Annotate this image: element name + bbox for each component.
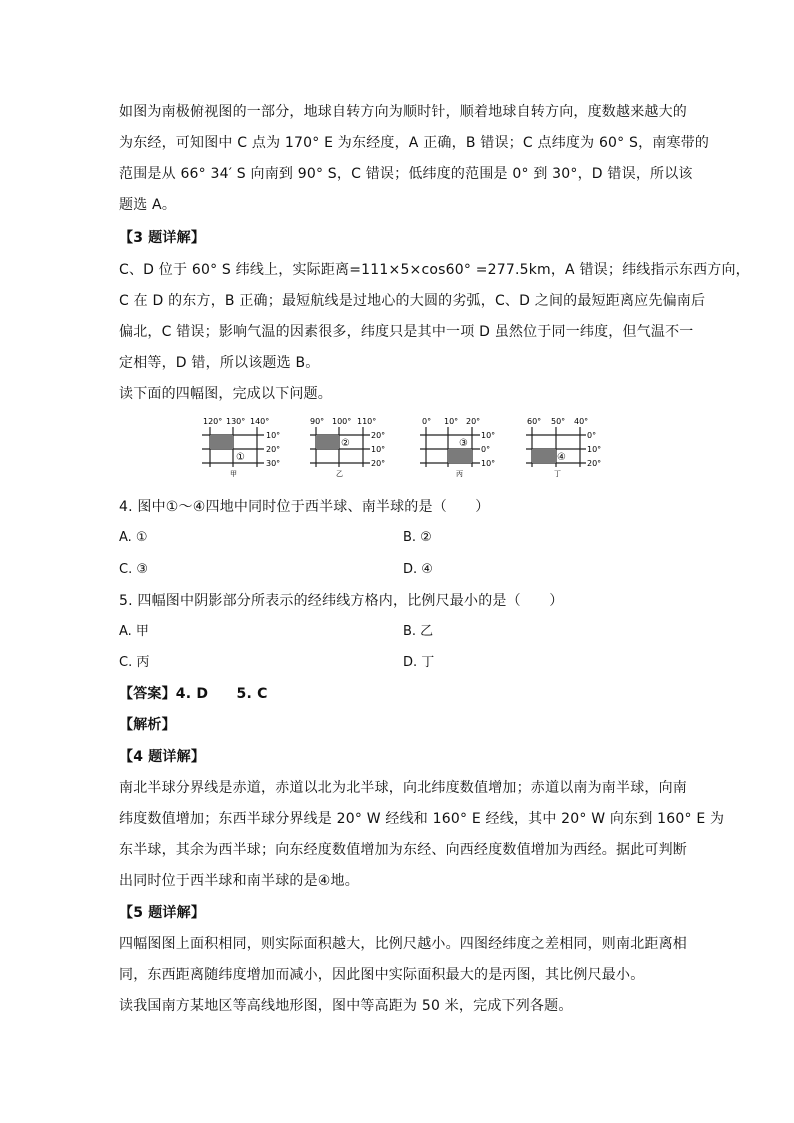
top-label: 120° (203, 417, 223, 426)
top-label: 50° (551, 417, 566, 426)
top-label: 40° (574, 417, 589, 426)
q4-option-d: D. ④ (403, 562, 433, 577)
top-label: 60° (527, 417, 542, 426)
side-label: 20° (371, 431, 386, 440)
shaded-cell (316, 435, 339, 449)
question-intro: 读下面的四幅图，完成以下问题。 (119, 386, 332, 402)
text-line: 定相等，D 错，所以该题选 B。 (119, 355, 320, 371)
side-label: 0° (587, 431, 597, 440)
text-line: 为东经，可知图中 C 点为 170° E 为东经度，A 正确，B 错误；C 点纬度为 60° S，南寒带的 (119, 135, 710, 151)
side-label: 10° (481, 459, 496, 468)
shaded-cell (532, 449, 556, 463)
top-label: 130° (226, 417, 246, 426)
figure-bing (420, 415, 520, 477)
figure-ding (524, 415, 624, 477)
side-label: 20° (587, 459, 602, 468)
top-label: 110° (357, 417, 377, 426)
question-intro: 读我国南方某地区等高线地形图，图中等高距为 50 米，完成下列各题。 (119, 998, 573, 1014)
text-line: 范围是从 66° 34′ S 向南到 90° S，C 错误；低纬度的范围是 0° 到 30°，D 错误，所以该 (119, 166, 693, 182)
text-line: C、D 位于 60° S 纬线上，实际距离=111×5×cos60° =277.5km，A 错误；纬线指示东西方向， (119, 262, 750, 278)
text-line: 纬度数值增加；东西半球分界线是 20° W 经线和 160° E 经线，其中 20° W 向东到 160° E 为 (119, 811, 725, 827)
figure-caption: 乙 (336, 470, 343, 477)
text-line: 东半球，其余为西半球；向东经度数值增加为东经、向西经度数值增加为西经。据此可判断 (119, 842, 687, 858)
top-label: 0° (422, 417, 432, 426)
mark-3: ③ (459, 438, 468, 449)
answer-line: 【答案】4. D 5. C (119, 686, 268, 702)
text-line: 四幅图图上面积相同，则实际面积越大，比例尺越小。四图经纬度之差相同，则南北距离相 (119, 936, 687, 952)
side-label: 10° (371, 445, 386, 454)
text-line: 偏北，C 错误；影响气温的因素很多，纬度只是其中一项 D 虽然位于同一纬度，但气温不一 (119, 324, 694, 340)
side-label: 10° (481, 431, 496, 440)
figure-caption: 丁 (554, 470, 561, 477)
shaded-cell (210, 435, 233, 449)
top-label: 10° (444, 417, 459, 426)
section-heading-q5: 【5 题详解】 (119, 905, 206, 921)
q4-option-c: C. ③ (119, 562, 148, 577)
q5-option-d: D. 丁 (403, 655, 435, 670)
mark-4: ④ (557, 452, 566, 463)
side-label: 20° (371, 459, 386, 468)
text-line: 南北半球分界线是赤道，赤道以北为北半球，向北纬度数值增加；赤道以南为南半球，向南 (119, 780, 687, 796)
section-heading-q4: 【4 题详解】 (119, 749, 206, 765)
figure-jia (198, 415, 298, 477)
side-label: 30° (266, 459, 281, 468)
figure-yi (308, 415, 408, 477)
figure-caption: 甲 (230, 470, 237, 477)
side-label: 10° (266, 431, 281, 440)
question-4-stem: 4. 图中①～④四地中同时位于西半球、南半球的是（ ） (119, 499, 490, 515)
analysis-heading: 【解析】 (119, 717, 176, 733)
question-5-stem: 5. 四幅图中阴影部分所表示的经纬线方格内，比例尺最小的是（ ） (119, 593, 564, 609)
text-line: 题选 A。 (119, 197, 177, 213)
text-line: 出同时位于西半球和南半球的是④地。 (119, 873, 359, 889)
mark-2: ② (341, 438, 350, 449)
shaded-cell (448, 449, 472, 463)
mark-1: ① (236, 452, 245, 463)
side-label: 20° (266, 445, 281, 454)
q4-option-b: B. ② (403, 530, 432, 545)
q5-option-c: C. 丙 (119, 655, 150, 670)
top-label: 100° (332, 417, 352, 426)
text-line: C 在 D 的东方，B 正确；最短航线是过地心的大圆的劣弧，C、D 之间的最短距离应先偏南后 (119, 293, 706, 309)
side-label: 0° (481, 445, 491, 454)
figure-caption: 丙 (456, 470, 463, 477)
side-label: 10° (587, 445, 602, 454)
section-heading-q3: 【3 题详解】 (119, 230, 206, 246)
q5-option-a: A. 甲 (119, 624, 149, 639)
q4-option-a: A. ① (119, 530, 148, 545)
top-label: 90° (310, 417, 325, 426)
q5-option-b: B. 乙 (403, 624, 434, 639)
text-line: 同，东西距离随纬度增加而减小，因此图中实际面积最大的是丙图，其比例尺最小。 (119, 967, 645, 983)
text-line: 如图为南极俯视图的一部分，地球自转方向为顺时针，顺着地球自转方向，度数越来越大的 (119, 104, 687, 120)
top-label: 140° (250, 417, 270, 426)
top-label: 20° (466, 417, 481, 426)
